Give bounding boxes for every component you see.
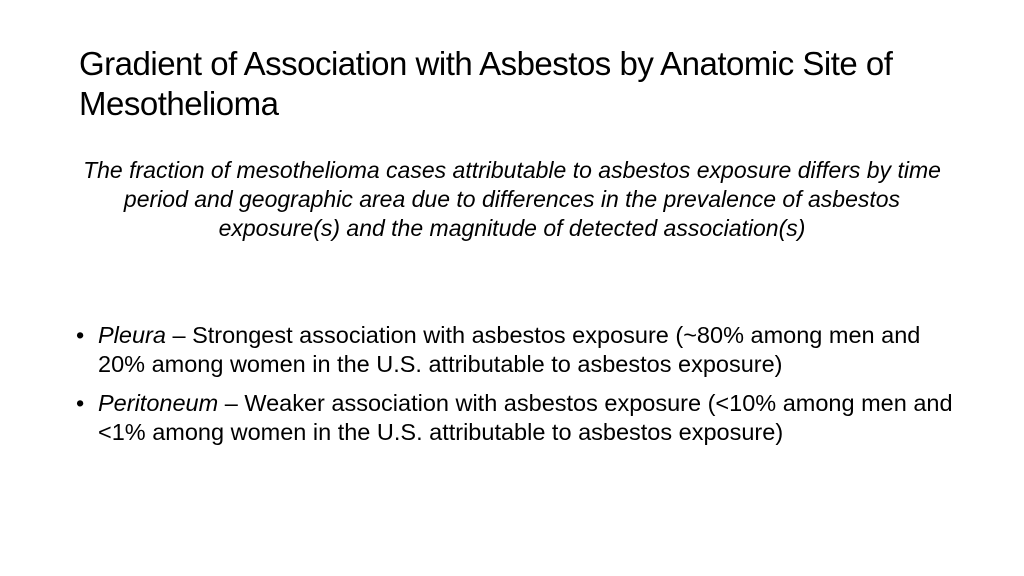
bullet-dot-icon: •	[76, 322, 85, 348]
bullet-text: – Weaker association with asbestos exposure (<10% among men and <1% among women in the U.S. attributable to asbestos exposure)	[98, 390, 953, 445]
bullet-term: Pleura	[98, 322, 166, 348]
bullet-term: Peritoneum	[98, 390, 219, 416]
slide-subtitle: The fraction of mesothelioma cases attributable to asbestos exposure differs by time period and geographic area due to differences in the prevalence of asbestos exposure(s) and the magnitude of detected association(s)	[83, 157, 941, 241]
bullet-item-peritoneum	[76, 389, 956, 447]
bullet-list	[76, 321, 956, 457]
bullet-text: – Strongest association with asbestos exposure (~80% among men and 20% among women in the U.S. attributable to asbestos exposure)	[98, 322, 921, 377]
slide-title: Gradient of Association with Asbestos by Anatomic Site of Mesothelioma	[79, 45, 893, 122]
bullet-item-pleura	[76, 321, 956, 379]
bullet-dot-icon: •	[76, 390, 85, 416]
